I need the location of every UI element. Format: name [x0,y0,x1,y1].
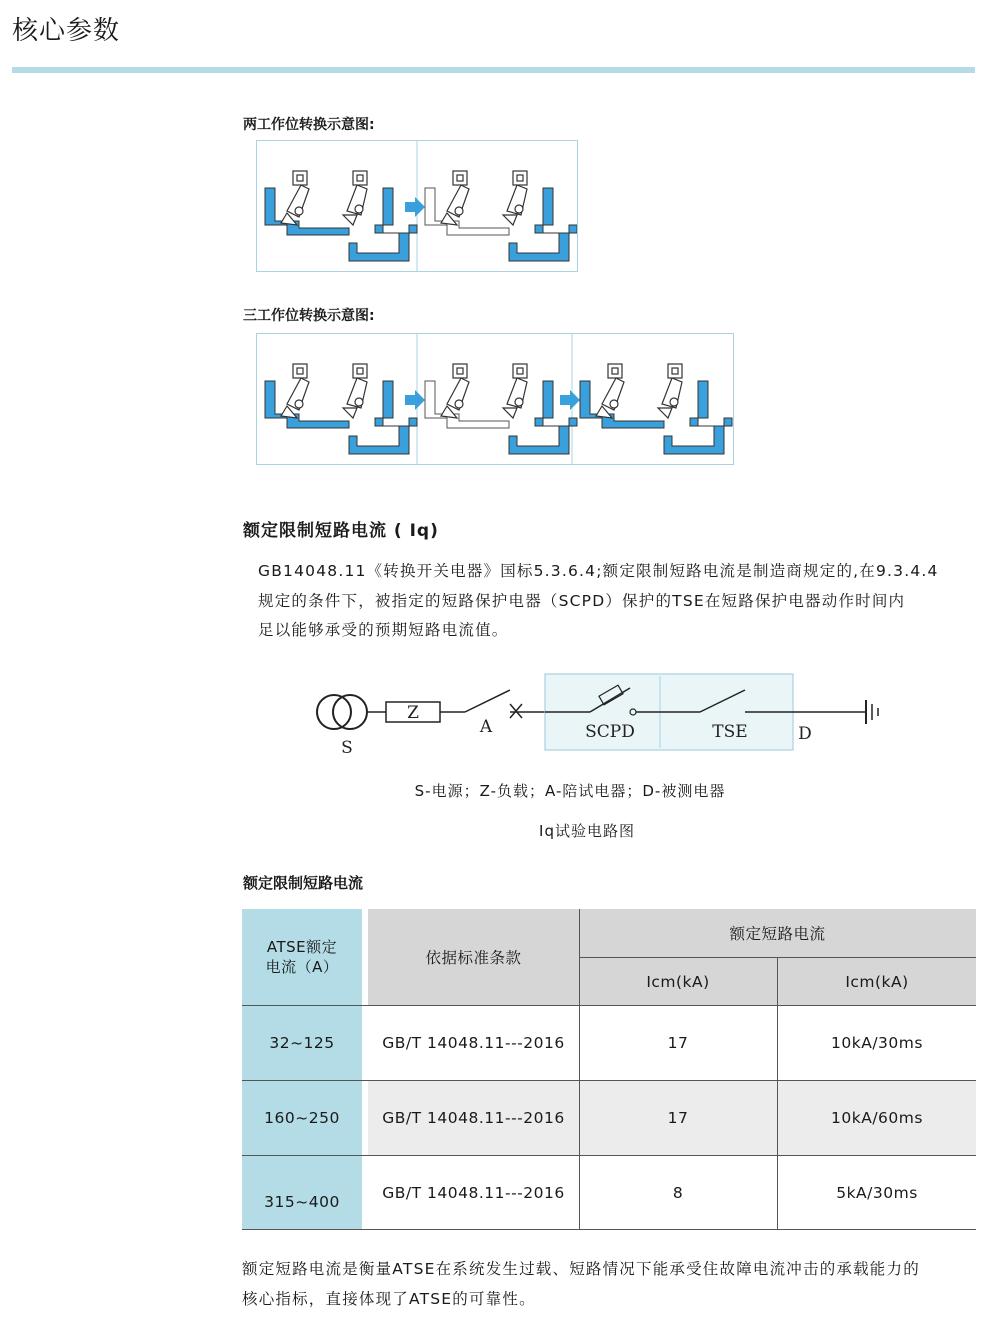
switch-state-left [265,171,417,261]
page-title: 核心参数 [12,16,121,46]
header-icm: Icm(kA) [579,958,777,1005]
table-cell: GB/T 14048.11---2016 [368,1080,579,1155]
table-cell: 10kA/30ms [831,1033,923,1052]
footer-line: 核心指标，直接体现了ATSE的可靠性。 [242,1289,536,1308]
table-cell: GB/T 14048.11---2016 [382,1183,565,1202]
label-tse: TSE [712,722,748,742]
switch-state-1 [265,364,417,454]
header-icm-2: Icm(kA) [778,958,976,1005]
three-position-title: 三工作位转换示意图: [243,308,375,324]
table-cell: GB/T 14048.11---2016 [382,1033,565,1052]
two-position-diagram [256,140,578,272]
paragraph-line: 规定的条件下，被指定的短路保护电器（SCPD）保护的TSE在短路保护电器动作时间内 [258,591,906,610]
two-position-title: 两工作位转换示意图: [243,117,375,133]
label-scpd: SCPD [585,722,635,742]
switch-state-right [425,171,577,261]
label-s: S [341,738,353,758]
circuit-caption: Iq试验电路图 [539,822,635,840]
table-cell: 17 [667,1033,689,1052]
table-cell: 8 [672,1183,684,1202]
short-circuit-table [242,909,976,1230]
table-cell: 32~125 [242,1005,362,1080]
table-cell: 17 [579,1080,777,1155]
switch-state-2 [425,364,577,454]
switch-a-icon [465,690,510,712]
three-position-svg [257,334,733,464]
table-cell: 160~250 [242,1080,362,1155]
iq-circuit-diagram [300,668,900,763]
three-position-diagram [256,333,734,465]
iq-paragraph [258,557,974,646]
circuit-legend: S-电源；Z-负载；A-陪试电器；D-被测电器 [414,782,726,800]
title-divider [12,67,975,73]
two-position-svg [257,141,577,271]
table-cell: 315~400 [242,1155,362,1230]
footer-line: 额定短路电流是衡量ATSE在系统发生过载、短路情况下能承受住故障电流冲击的承载能力的 [242,1260,920,1278]
arrow-icon [560,390,580,410]
paragraph-line: 足以能够承受的预期短路电流值。 [258,621,509,639]
label-d: D [798,724,812,744]
switch-state-3 [580,364,732,454]
footer-paragraph [242,1255,982,1314]
table-cell: 10kA/60ms [778,1080,976,1155]
header-standard: 依据标准条款 [368,909,579,1005]
table-cell: 5kA/30ms [836,1183,918,1202]
table-title: 额定限制短路电流 [243,874,364,892]
label-a: A [479,717,493,737]
arrow-icon [405,390,425,410]
iq-section-title: 额定限制短路电流 ( Iq) [243,521,439,541]
header-group: 额定短路电流 [579,909,976,957]
paragraph-line: GB14048.11《转换开关电器》国标5.3.6.4;额定限制短路电流是制造商规定的,在9.3.4.4 [258,562,939,580]
header-atse-current: ATSE额定 电流（A） [242,909,362,1005]
arrow-icon [405,197,425,217]
label-z: Z [407,703,419,723]
